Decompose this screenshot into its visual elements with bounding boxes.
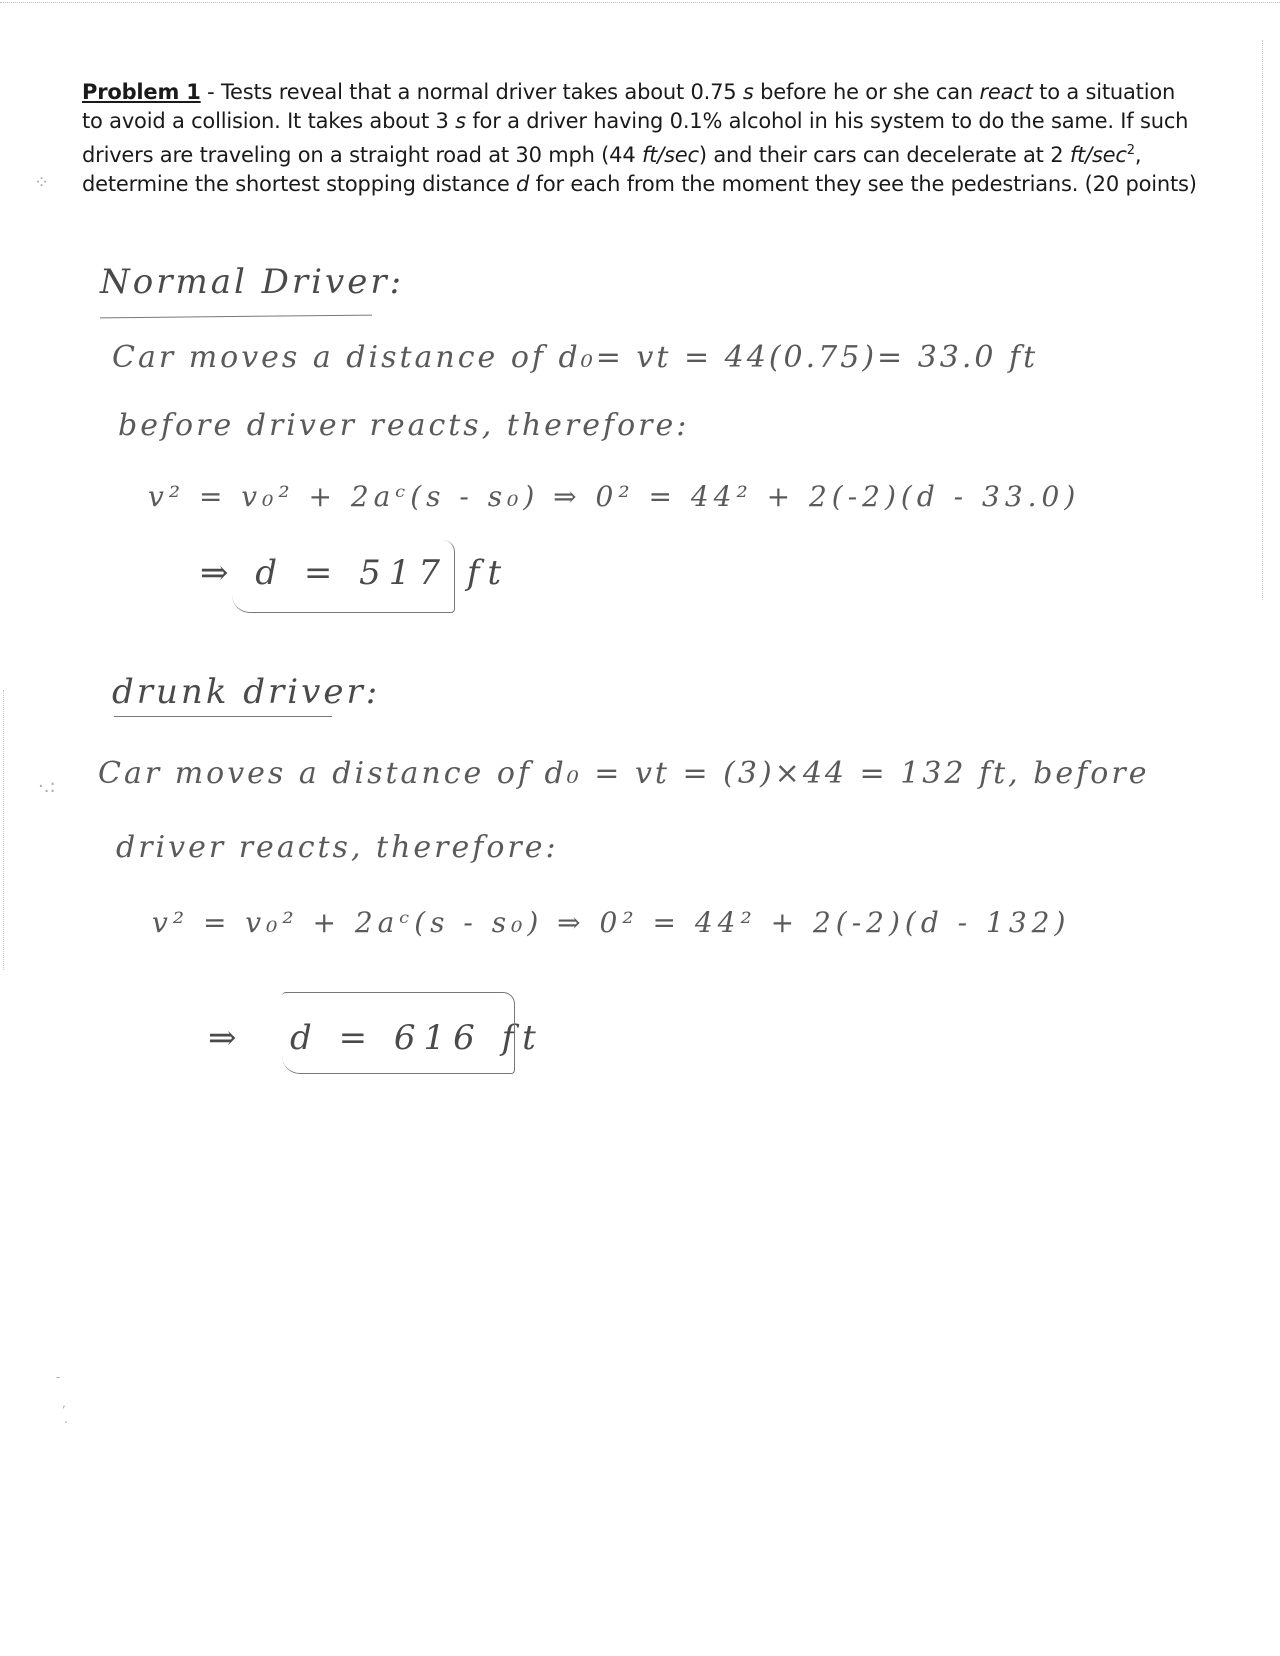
normal-line-2: before driver reacts, therefore: [118, 408, 690, 443]
problem-unit-s: s [742, 80, 754, 104]
problem-text-3: to a situation to avoid a collision. It takes about 3 [82, 80, 1176, 133]
problem-unit-s-2: s [455, 109, 466, 133]
margin-dots: ·.: [38, 776, 56, 797]
normal-answer: ⇒ d = 517 ft [200, 553, 510, 593]
drunk-heading-underline [114, 716, 332, 717]
scan-left-edge [3, 690, 4, 970]
problem-text-7: for each from the moment they see the pedestrians. (20 points) [529, 172, 1197, 196]
problem-var-d: d [516, 172, 530, 196]
problem-text-1: - Tests reveal that a normal driver takes about 0.75 [200, 80, 743, 104]
normal-answer-box [232, 540, 455, 613]
drunk-answer-box [282, 992, 515, 1074]
problem-unit-velocity: ft/sec [641, 143, 699, 167]
scan-right-edge [1262, 40, 1263, 600]
normal-heading-underline [100, 315, 372, 319]
drunk-equation: v² = v₀² + 2aᶜ(s - s₀) ⇒ 0² = 44² + 2(-2)(d - 132) [152, 906, 1071, 939]
drunk-line-2: driver reacts, therefore: [116, 830, 559, 865]
drunk-answer: d = 616 ft [290, 1018, 544, 1058]
drunk-driver-heading: drunk driver: [112, 672, 381, 712]
bottom-left-marks-2: , [62, 1396, 66, 1410]
problem-unit-exponent: 2 [1126, 143, 1135, 158]
drunk-answer-arrow: ⇒ [208, 1018, 245, 1058]
problem-text-5: ) and their cars can decelerate at 2 [698, 143, 1070, 167]
margin-smudge: ⁘ [34, 172, 50, 193]
scan-top-edge [0, 2, 1280, 3]
normal-driver-heading: Normal Driver: [100, 262, 405, 302]
problem-statement [82, 78, 1202, 199]
normal-equation: v² = v₀² + 2aᶜ(s - s₀) ⇒ 0² = 44² + 2(-2)(d - 33.0) [148, 480, 1081, 513]
normal-line-1: Car moves a distance of d₀= vt = 44(0.75)= 33.0 ft [112, 340, 1039, 375]
bottom-left-marks-3: . [64, 1412, 68, 1426]
bottom-left-marks: - [56, 1370, 61, 1384]
problem-react-word: react [979, 80, 1033, 104]
drunk-line-1: Car moves a distance of d₀ = vt = (3)×44 = 132 ft, before [98, 756, 1150, 791]
problem-title: Problem 1 [82, 80, 201, 104]
problem-unit-accel: ft/sec [1069, 143, 1127, 167]
problem-text-4: for a driver having 0.1% alcohol in his system to do the same. If such drivers are traveling on a straight road at 30 mph (44 [82, 109, 1189, 167]
problem-text-6: , determine the shortest stopping distance [82, 143, 1142, 196]
problem-text-2: before he or she can [753, 80, 980, 104]
